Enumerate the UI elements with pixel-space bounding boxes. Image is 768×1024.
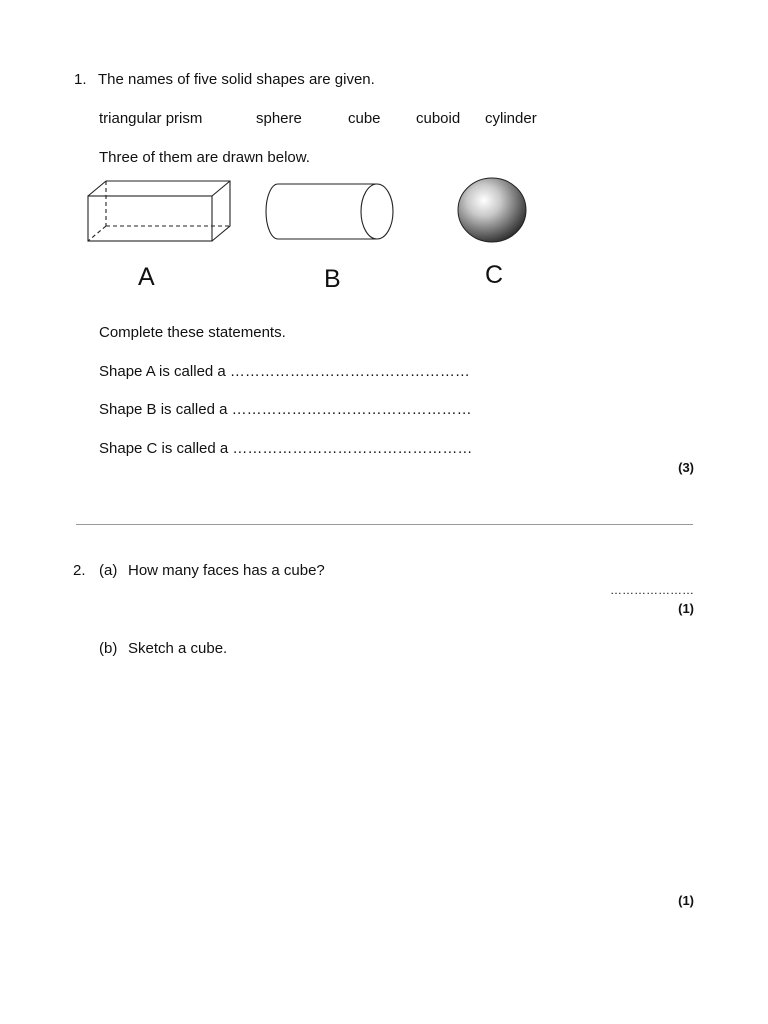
shape-label-a: A — [138, 263, 155, 291]
shape-label-c: C — [485, 261, 504, 289]
shape-a-cuboid-figure — [84, 176, 236, 246]
shape-name-triangular-prism: triangular prism — [99, 110, 203, 127]
shape-name-sphere: sphere — [256, 110, 302, 127]
q1-intro: The names of five solid shapes are given. — [98, 71, 375, 88]
drawn-below-text: Three of them are drawn below. — [99, 149, 310, 166]
q2a-question: How many faces has a cube? — [128, 562, 325, 579]
q2-number: 2. — [73, 562, 86, 579]
q2a-label: (a) — [99, 562, 118, 579]
q2b-sketch-area[interactable] — [99, 670, 694, 880]
statement-shape-b[interactable]: Shape B is called a ………………………………………… — [99, 401, 472, 418]
shape-name-cylinder: cylinder — [485, 110, 537, 127]
question-divider — [76, 524, 693, 525]
q2b-marks: (1) — [678, 893, 694, 908]
q1-marks: (3) — [678, 460, 694, 475]
statement-shape-a[interactable]: Shape A is called a ………………………………………… — [99, 363, 470, 380]
shape-c-sphere-figure — [455, 175, 529, 245]
q2b-label: (b) — [99, 640, 118, 657]
q2b-question: Sketch a cube. — [128, 640, 228, 657]
shape-name-cuboid: cuboid — [416, 110, 461, 127]
shape-name-cube: cube — [348, 110, 381, 127]
q2a-marks: (1) — [678, 601, 694, 616]
statement-shape-c[interactable]: Shape C is called a ………………………………………… — [99, 440, 473, 457]
complete-statements-text: Complete these statements. — [99, 324, 286, 341]
q1-number: 1. — [74, 71, 87, 88]
q2a-answer-line[interactable]: ………………… — [610, 583, 694, 597]
shape-label-b: B — [324, 265, 341, 293]
shape-b-cylinder-figure — [262, 181, 398, 243]
